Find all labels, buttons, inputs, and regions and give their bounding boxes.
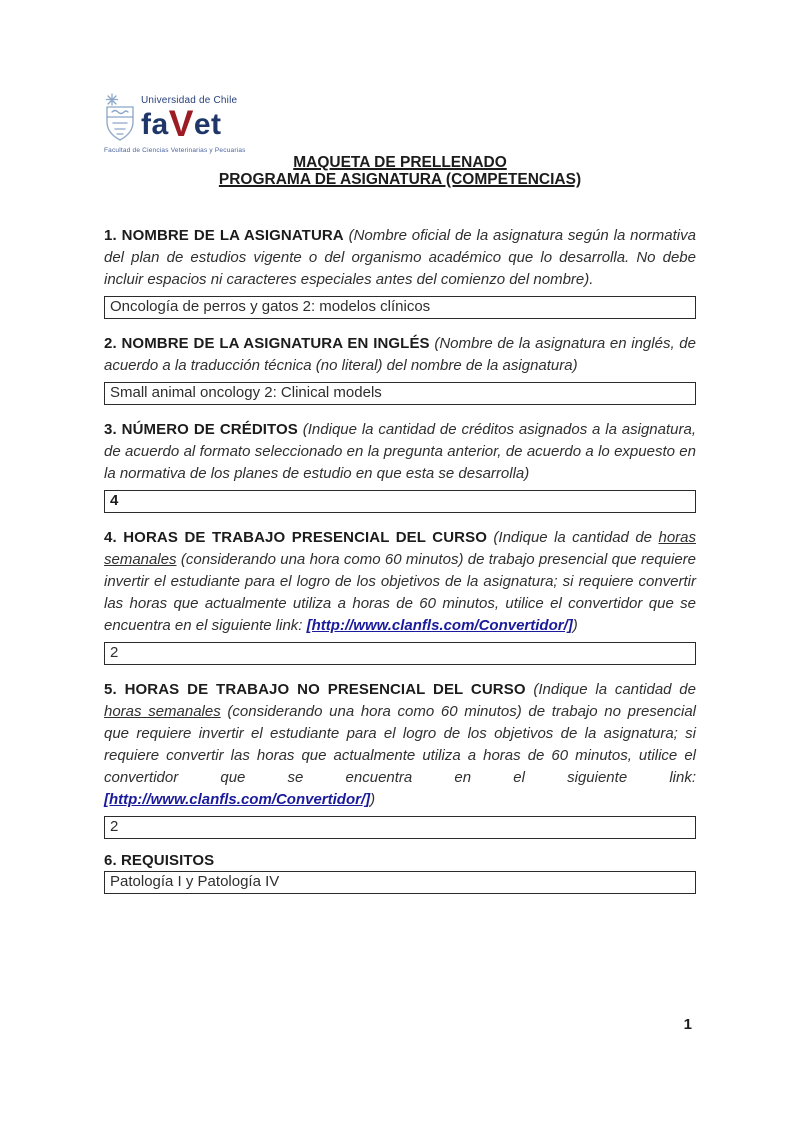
question-1-heading: 1. NOMBRE DE LA ASIGNATURA [104, 227, 344, 244]
favet-fa: fa [141, 108, 169, 141]
answer-box-horas-no-presencial[interactable] [104, 816, 696, 839]
section-nombre-ingles [104, 333, 696, 405]
answer-6-value: Patología I y Patología IV [110, 873, 280, 890]
question-1-description: (Nombre oficial de la asignatura según la normativa del plan de estudios vigente o del organismo académico que lo desarrolla. No debe incluir espacios ni caracteres especiales antes del comienzo del nombre). [104, 227, 696, 288]
answer-box-nombre-ingles[interactable] [104, 382, 696, 405]
question-3 [104, 419, 696, 485]
favet-et: et [193, 108, 222, 141]
question-4-underlined-phrase: horas semanales [104, 529, 697, 568]
answer-box-horas-presencial[interactable] [104, 642, 696, 665]
section-horas-no-presencial [104, 679, 696, 839]
answer-box-numero-creditos[interactable] [104, 490, 696, 513]
convertidor-link[interactable]: [http://www.clanfls.com/Convertidor/] [306, 617, 573, 634]
favet-v: V [168, 103, 194, 144]
question-5 [104, 679, 696, 811]
question-5-description-intro: (Indique la cantidad de [533, 681, 696, 698]
section-horas-presencial [104, 527, 696, 665]
faculty-name: Facultad de Ciencias Veterinarias y Pecuarias [104, 147, 246, 154]
question-3-description: (Indique la cantidad de créditos asignados a la asignatura, de acuerdo al formato seleccionado en la pregunta anterior, de acuerdo a lo expuesto en la normativa de los planes de estudio en que esta se desarrolla) [104, 421, 696, 482]
title-line-1: MAQUETA DE PRELLENADO [293, 154, 507, 171]
section-numero-creditos [104, 419, 696, 513]
document-title [104, 155, 696, 188]
section-requisitos [104, 853, 696, 894]
question-6-heading: 6. REQUISITOS [104, 852, 215, 869]
question-1 [104, 225, 696, 291]
question-6 [104, 853, 696, 869]
question-4-description-intro: (Indique la cantidad de [493, 529, 653, 546]
answer-2-value: Small animal oncology 2: Clinical models [110, 384, 382, 401]
university-emblem-icon [104, 93, 138, 143]
favet-logo [104, 93, 254, 154]
answer-box-requisitos[interactable] [104, 871, 696, 894]
favet-wordmark [141, 103, 237, 145]
page-number: 1 [683, 1016, 692, 1033]
question-5-heading: 5. HORAS DE TRABAJO NO PRESENCIAL DEL CURSO [104, 681, 526, 698]
question-4-description-body: (considerando una hora como 60 minutos) de trabajo presencial que requiere invertir el estudiante para el logro de los objetivos de la asignatura; si requiere convertir las horas que actualmente utiliza a horas de 60 minutos, utilice el convertidor que se encuentra en el siguiente link: [104, 551, 696, 634]
question-4-heading: 4. HORAS DE TRABAJO PRESENCIAL DEL CURSO [104, 529, 487, 546]
question-4-description-close: ) [572, 617, 578, 634]
title-line-2: PROGRAMA DE ASIGNATURA (COMPETENCIAS) [218, 170, 582, 188]
convertidor-link[interactable]: [http://www.clanfls.com/Convertidor/] [104, 791, 371, 808]
answer-4-value: 2 [110, 644, 119, 661]
section-nombre-asignatura [104, 225, 696, 319]
question-5-description-body: (considerando una hora como 60 minutos) de trabajo no presencial que requiere invertir el estudiante para el logro de los objetivos de la asignatura; si requiere convertir las horas que actualmente utiliza a horas de 60 minutos, utilice el convertidor que se encuentra en el siguiente link: [104, 703, 696, 786]
answer-1-value: Oncología de perros y gatos 2: modelos clínicos [110, 298, 431, 315]
question-2 [104, 333, 696, 377]
question-5-description-close: ) [370, 791, 376, 808]
question-2-description: (Nombre de la asignatura en inglés, de acuerdo a la traducción técnica (no literal) del nombre de la asignatura) [104, 335, 696, 374]
question-3-heading: 3. NÚMERO DE CRÉDITOS [104, 421, 298, 438]
university-name: Universidad de Chile [141, 95, 238, 106]
question-4 [104, 527, 696, 637]
answer-3-value: 4 [110, 492, 119, 509]
answer-5-value: 2 [110, 818, 119, 835]
answer-box-nombre-asignatura[interactable] [104, 296, 696, 319]
question-5-underlined-phrase: horas semanales [104, 703, 221, 720]
question-2-heading: 2. NOMBRE DE LA ASIGNATURA EN INGLÉS [104, 335, 430, 352]
